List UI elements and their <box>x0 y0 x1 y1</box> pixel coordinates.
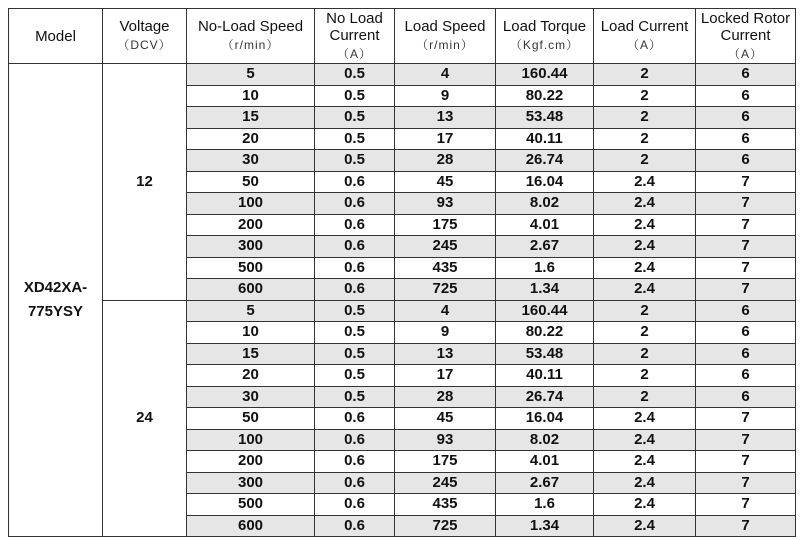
cell-no-load-speed: 200 <box>187 451 315 473</box>
cell-locked-rotor-current: 7 <box>696 515 796 537</box>
cell-load-torque: 40.11 <box>496 365 594 387</box>
cell-no-load-speed: 30 <box>187 386 315 408</box>
cell-load-torque: 4.01 <box>496 451 594 473</box>
cell-locked-rotor-current: 7 <box>696 494 796 516</box>
cell-no-load-speed: 20 <box>187 365 315 387</box>
cell-load-speed: 725 <box>395 279 496 301</box>
cell-locked-rotor-current: 7 <box>696 171 796 193</box>
cell-load-current: 2 <box>594 300 696 322</box>
cell-load-torque: 8.02 <box>496 193 594 215</box>
cell-load-current: 2.4 <box>594 494 696 516</box>
header-load-current: Load Current （A） <box>594 9 696 64</box>
cell-no-load-current: 0.5 <box>315 107 395 129</box>
cell-load-current: 2.4 <box>594 451 696 473</box>
cell-no-load-speed: 300 <box>187 236 315 258</box>
cell-load-torque: 1.6 <box>496 494 594 516</box>
cell-no-load-current: 0.6 <box>315 214 395 236</box>
cell-load-current: 2.4 <box>594 193 696 215</box>
cell-locked-rotor-current: 6 <box>696 365 796 387</box>
cell-locked-rotor-current: 6 <box>696 85 796 107</box>
header-locked-rotor-current: Locked Rotor Current （A） <box>696 9 796 64</box>
cell-load-current: 2 <box>594 365 696 387</box>
cell-load-current: 2 <box>594 150 696 172</box>
cell-load-speed: 725 <box>395 515 496 537</box>
table-row <box>9 64 796 86</box>
cell-load-speed: 13 <box>395 107 496 129</box>
cell-load-current: 2.4 <box>594 214 696 236</box>
table-header <box>9 9 796 64</box>
cell-load-torque: 80.22 <box>496 322 594 344</box>
cell-locked-rotor-current: 6 <box>696 300 796 322</box>
model-name-line1: XD42XA- <box>23 279 88 296</box>
cell-load-speed: 4 <box>395 64 496 86</box>
cell-locked-rotor-current: 7 <box>696 451 796 473</box>
cell-load-torque: 2.67 <box>496 472 594 494</box>
cell-load-torque: 4.01 <box>496 214 594 236</box>
header-no-load-current: No Load Current （A） <box>315 9 395 64</box>
cell-load-speed: 28 <box>395 386 496 408</box>
cell-locked-rotor-current: 6 <box>696 322 796 344</box>
cell-load-speed: 175 <box>395 214 496 236</box>
cell-no-load-current: 0.5 <box>315 85 395 107</box>
cell-no-load-current: 0.6 <box>315 515 395 537</box>
cell-load-torque: 1.34 <box>496 515 594 537</box>
cell-load-torque: 2.67 <box>496 236 594 258</box>
cell-load-current: 2 <box>594 107 696 129</box>
header-model: Model <box>9 9 103 64</box>
cell-no-load-speed: 50 <box>187 171 315 193</box>
cell-load-speed: 28 <box>395 150 496 172</box>
cell-no-load-current: 0.5 <box>315 343 395 365</box>
cell-load-current: 2 <box>594 64 696 86</box>
cell-locked-rotor-current: 7 <box>696 214 796 236</box>
header-load-torque: Load Torque （Kgf.cm） <box>496 9 594 64</box>
cell-no-load-speed: 10 <box>187 85 315 107</box>
cell-load-torque: 160.44 <box>496 64 594 86</box>
cell-load-torque: 53.48 <box>496 343 594 365</box>
cell-load-current: 2 <box>594 386 696 408</box>
cell-no-load-speed: 500 <box>187 494 315 516</box>
cell-load-speed: 435 <box>395 257 496 279</box>
cell-locked-rotor-current: 7 <box>696 193 796 215</box>
cell-no-load-current: 0.6 <box>315 257 395 279</box>
cell-load-current: 2 <box>594 128 696 150</box>
cell-no-load-current: 0.6 <box>315 171 395 193</box>
cell-locked-rotor-current: 6 <box>696 64 796 86</box>
cell-load-current: 2.4 <box>594 257 696 279</box>
cell-locked-rotor-current: 7 <box>696 279 796 301</box>
cell-no-load-speed: 100 <box>187 193 315 215</box>
cell-no-load-speed: 500 <box>187 257 315 279</box>
cell-no-load-speed: 600 <box>187 515 315 537</box>
cell-load-current: 2.4 <box>594 408 696 430</box>
cell-no-load-speed: 200 <box>187 214 315 236</box>
cell-no-load-current: 0.6 <box>315 429 395 451</box>
cell-locked-rotor-current: 6 <box>696 107 796 129</box>
cell-load-speed: 245 <box>395 236 496 258</box>
motor-spec-table <box>8 8 796 537</box>
cell-load-speed: 13 <box>395 343 496 365</box>
cell-no-load-speed: 15 <box>187 343 315 365</box>
cell-load-current: 2.4 <box>594 472 696 494</box>
cell-locked-rotor-current: 7 <box>696 472 796 494</box>
header-no-load-speed: No-Load Speed （r/min） <box>187 9 315 64</box>
cell-load-speed: 45 <box>395 171 496 193</box>
cell-load-torque: 26.74 <box>496 150 594 172</box>
cell-no-load-current: 0.5 <box>315 322 395 344</box>
cell-load-speed: 175 <box>395 451 496 473</box>
model-cell <box>9 64 103 537</box>
cell-locked-rotor-current: 6 <box>696 150 796 172</box>
header-load-speed: Load Speed （r/min） <box>395 9 496 64</box>
header-voltage: Voltage （DCV） <box>103 9 187 64</box>
header-row <box>9 9 796 64</box>
cell-load-torque: 16.04 <box>496 171 594 193</box>
cell-locked-rotor-current: 7 <box>696 408 796 430</box>
cell-no-load-current: 0.6 <box>315 236 395 258</box>
voltage-cell: 24 <box>103 300 187 537</box>
cell-no-load-speed: 20 <box>187 128 315 150</box>
cell-no-load-current: 0.6 <box>315 472 395 494</box>
cell-load-speed: 245 <box>395 472 496 494</box>
cell-no-load-speed: 600 <box>187 279 315 301</box>
cell-no-load-current: 0.6 <box>315 193 395 215</box>
cell-load-current: 2.4 <box>594 171 696 193</box>
cell-no-load-speed: 50 <box>187 408 315 430</box>
table-row <box>9 300 796 322</box>
cell-no-load-speed: 300 <box>187 472 315 494</box>
cell-load-current: 2.4 <box>594 236 696 258</box>
cell-load-torque: 40.11 <box>496 128 594 150</box>
cell-no-load-current: 0.5 <box>315 128 395 150</box>
cell-no-load-current: 0.5 <box>315 386 395 408</box>
cell-load-speed: 4 <box>395 300 496 322</box>
cell-load-current: 2.4 <box>594 429 696 451</box>
cell-load-speed: 17 <box>395 365 496 387</box>
cell-no-load-current: 0.5 <box>315 365 395 387</box>
cell-locked-rotor-current: 6 <box>696 128 796 150</box>
cell-load-speed: 9 <box>395 85 496 107</box>
cell-no-load-current: 0.5 <box>315 150 395 172</box>
cell-load-current: 2.4 <box>594 515 696 537</box>
cell-load-torque: 1.34 <box>496 279 594 301</box>
cell-load-torque: 26.74 <box>496 386 594 408</box>
cell-no-load-current: 0.6 <box>315 451 395 473</box>
cell-no-load-speed: 100 <box>187 429 315 451</box>
cell-load-speed: 435 <box>395 494 496 516</box>
model-name-line2: 775YSY <box>27 303 84 320</box>
cell-load-speed: 17 <box>395 128 496 150</box>
cell-locked-rotor-current: 7 <box>696 429 796 451</box>
cell-no-load-speed: 5 <box>187 300 315 322</box>
cell-locked-rotor-current: 6 <box>696 386 796 408</box>
cell-no-load-speed: 15 <box>187 107 315 129</box>
cell-load-torque: 8.02 <box>496 429 594 451</box>
cell-load-current: 2.4 <box>594 279 696 301</box>
cell-no-load-current: 0.6 <box>315 494 395 516</box>
cell-load-torque: 53.48 <box>496 107 594 129</box>
cell-load-torque: 16.04 <box>496 408 594 430</box>
cell-load-speed: 45 <box>395 408 496 430</box>
cell-no-load-current: 0.5 <box>315 300 395 322</box>
cell-load-torque: 1.6 <box>496 257 594 279</box>
cell-no-load-speed: 5 <box>187 64 315 86</box>
cell-no-load-current: 0.5 <box>315 64 395 86</box>
cell-locked-rotor-current: 7 <box>696 257 796 279</box>
voltage-cell: 12 <box>103 64 187 301</box>
cell-no-load-speed: 10 <box>187 322 315 344</box>
cell-load-speed: 9 <box>395 322 496 344</box>
cell-load-current: 2 <box>594 322 696 344</box>
cell-no-load-speed: 30 <box>187 150 315 172</box>
cell-locked-rotor-current: 7 <box>696 236 796 258</box>
cell-no-load-current: 0.6 <box>315 408 395 430</box>
cell-load-torque: 80.22 <box>496 85 594 107</box>
cell-load-current: 2 <box>594 85 696 107</box>
cell-no-load-current: 0.6 <box>315 279 395 301</box>
cell-load-speed: 93 <box>395 193 496 215</box>
table-body <box>9 64 796 537</box>
cell-load-speed: 93 <box>395 429 496 451</box>
cell-load-torque: 160.44 <box>496 300 594 322</box>
cell-load-current: 2 <box>594 343 696 365</box>
cell-locked-rotor-current: 6 <box>696 343 796 365</box>
